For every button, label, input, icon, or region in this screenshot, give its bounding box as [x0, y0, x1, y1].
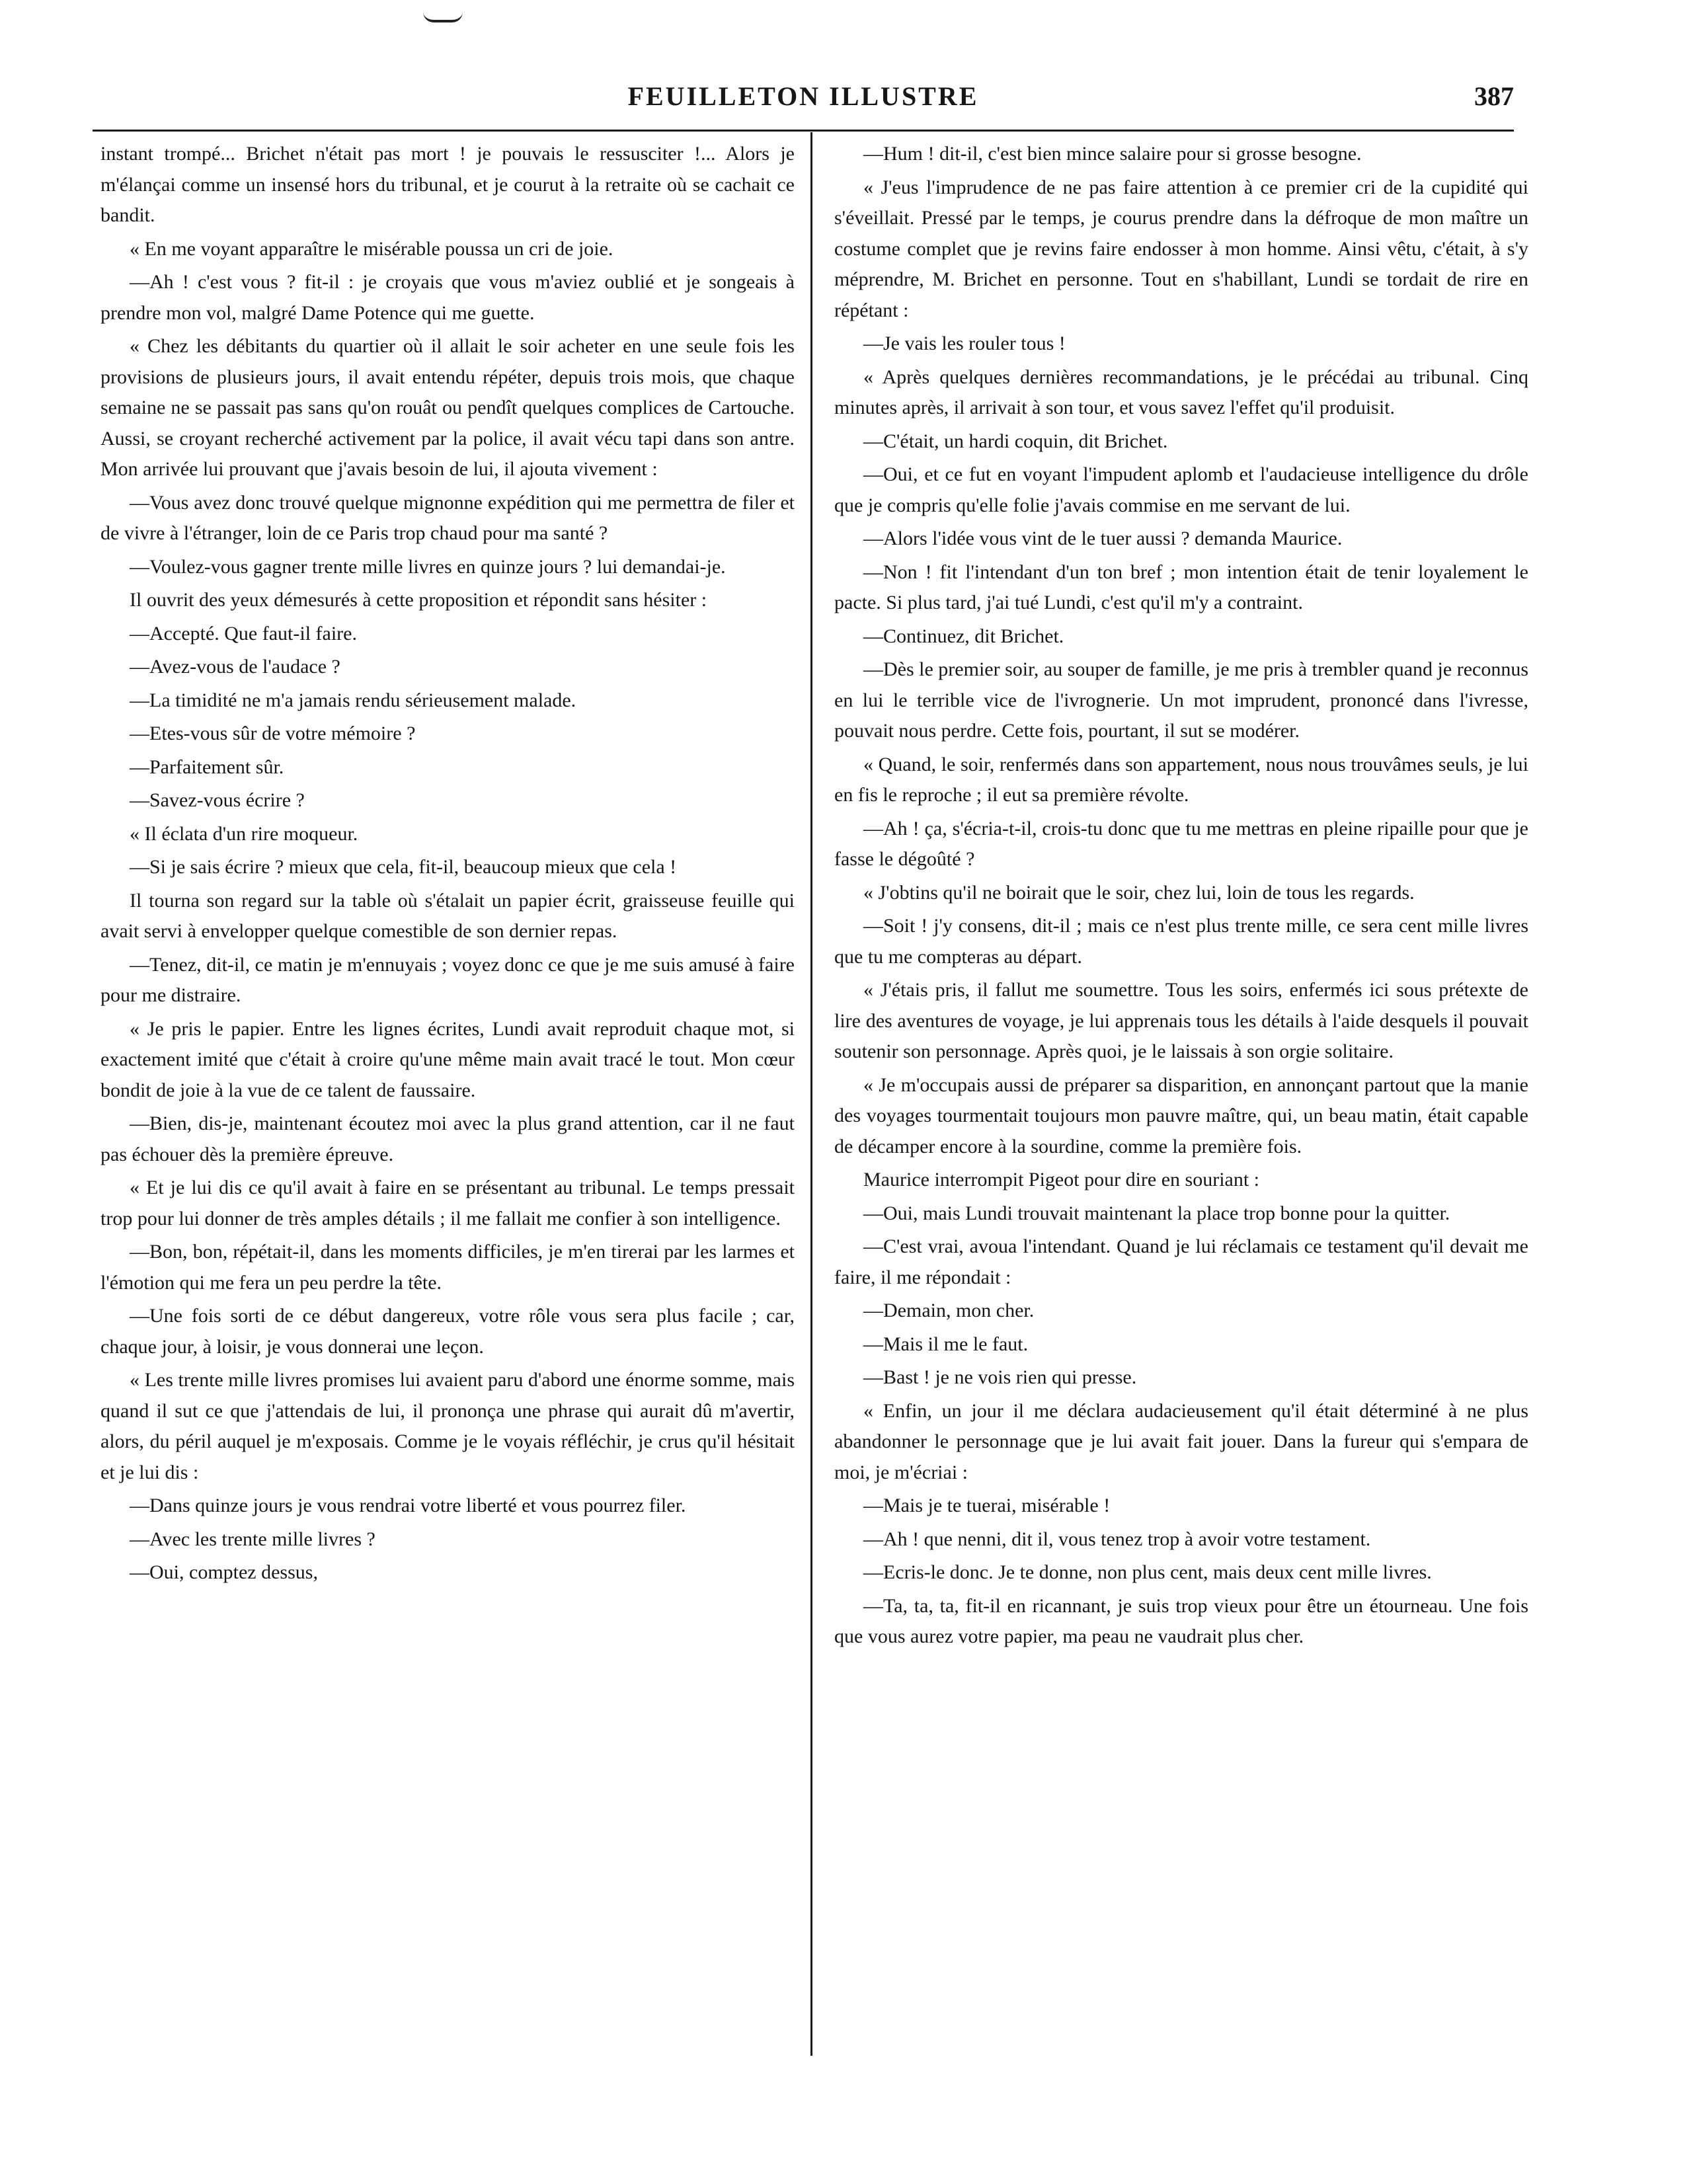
paragraph: —La timidité ne m'a jamais rendu sérieusement malade. [130, 689, 576, 711]
paragraph: —Bien, dis-je, maintenant écoutez moi avec la plus grand attention, car il ne faut pas échouer dès la première épreuve. [100, 1112, 795, 1165]
paragraph: —Demain, mon cher. [863, 1300, 1035, 1321]
paragraph: —Oui, mais Lundi trouvait maintenant la place trop bonne pour la quitter. [863, 1202, 1450, 1224]
paragraph: —Hum ! dit-il, c'est bien mince salaire pour si grosse besogne. [863, 143, 1362, 165]
paragraph: « Et je lui dis ce qu'il avait à faire en se présentant au tribunal. Le temps pressait trop pour lui donner de très amples détails ; il me fallait me confier à son intelligence. [100, 1177, 795, 1229]
page-number: 387 [1474, 81, 1514, 111]
right-column [834, 139, 1528, 1655]
paragraph: —Bast ! je ne vois rien qui presse. [863, 1366, 1137, 1388]
paragraph: « J'étais pris, il fallut me soumettre. Tous les soirs, enfermés ici sous prétexte de lire des aventures de voyage, je lui apprenais tous les détails à l'aide desquels il pouvait soutenir son personnage. Après quoi, je le laissais à son orgie solitaire. [834, 979, 1528, 1062]
paragraph: —Savez-vous écrire ? [130, 789, 305, 811]
paragraph: —Une fois sorti de ce début dangereux, votre rôle vous sera plus facile ; car, chaque jour, à loisir, je vous donnerai une leçon. [100, 1305, 795, 1358]
paragraph: —Mais je te tuerai, misérable ! [863, 1495, 1111, 1516]
paragraph: —Je vais les rouler tous ! [863, 332, 1066, 354]
paragraph: « Quand, le soir, renfermés dans son appartement, nous nous trouvâmes seuls, je lui en fis le reproche ; il eut sa première révolte. [834, 753, 1528, 806]
paragraph: Il ouvrit des yeux démesurés à cette proposition et répondit sans hésiter : [130, 589, 707, 611]
paragraph: « Il éclata d'un rire moqueur. [130, 822, 358, 845]
paragraph: —Ecris-le donc. Je te donne, non plus cent, mais deux cent mille livres. [863, 1561, 1432, 1583]
paragraph: —C'est vrai, avoua l'intendant. Quand je lui réclamais ce testament qu'il devait me faire, il me répondait : [834, 1235, 1528, 1288]
page-mark-ornament [423, 12, 463, 22]
paragraph: —Vous avez donc trouvé quelque mignonne expédition qui me permettra de filer et de vivre à l'étranger, loin de ce Paris trop chaud pour ma santé ? [100, 491, 795, 544]
paragraph: Maurice interrompit Pigeot pour dire en souriant : [863, 1169, 1260, 1190]
paragraph: —Bon, bon, répétait-il, dans les moments difficiles, je m'en tirerai par les larmes et l'émotion qui me fera un peu perdre la tête. [100, 1241, 795, 1294]
paragraph: —Accepté. Que faut-il faire. [130, 622, 357, 644]
paragraph: « Enfin, un jour il me déclara audacieusement qu'il était déterminé à ne plus abandonner le personnage que je lui avait fait jouer. Dans la fureur qui s'empara de moi, je m'écriai : [834, 1399, 1528, 1483]
paragraph: —Dès le premier soir, au souper de famille, je me pris à trembler quand je reconnus en lui le terrible vice de l'ivrognerie. Un mot imprudent, prononcé dans l'ivresse, pouvait nous perdre. Cette fois, pourtant, il sut se modérer. [834, 658, 1528, 742]
paragraph: « Les trente mille livres promises lui avaient paru d'abord une énorme somme, mais quand il sut ce que j'attendais de lui, il prononça une phrase qui aurait dû m'avertir, alors, du péril auquel je m'exposais. Comme je le voyais réfléchir, je crus qu'il hésitait et je lui dis : [100, 1369, 795, 1483]
paragraph: —Oui, comptez dessus, [130, 1561, 318, 1583]
page-header [93, 74, 1514, 120]
paragraph: —Etes-vous sûr de votre mémoire ? [130, 722, 416, 744]
paragraph: —Non ! fit l'intendant d'un ton bref ; mon intention était de tenir loyalement le pacte. Si plus tard, j'ai tué Lundi, c'est qu'il m'y a contraint. [834, 561, 1528, 613]
paragraph: « J'eus l'imprudence de ne pas faire attention à ce premier cri de la cupidité qui s'éveillait. Pressé par le temps, je courus prendre dans la défroque de mon maître un costume complet que je revins faire endosser à mon homme. Ainsi vêtu, c'était, à s'y méprendre, M. Brichet en personne. Tout en s'habillant, Lundi se tordait de rire en répétant : [834, 176, 1528, 321]
paragraph: —Ah ! ça, s'écria-t-il, crois-tu donc que tu me mettras en pleine ripaille pour que je fasse le dégoûté ? [834, 817, 1528, 870]
paragraph: —Parfaitement sûr. [130, 756, 284, 778]
paragraph: —Ta, ta, ta, fit-il en ricannant, je suis trop vieux pour être un étourneau. Une fois que vous aurez votre papier, ma peau ne vaudrait plus cher. [834, 1594, 1528, 1647]
paragraph: —Mais il me le faut. [863, 1333, 1029, 1355]
header-rule [93, 130, 1514, 132]
paragraph: —Tenez, dit-il, ce matin je m'ennuyais ; voyez donc ce que je me suis amusé à faire pour me distraire. [100, 953, 795, 1006]
paragraph: « Je m'occupais aussi de préparer sa disparition, en annonçant partout que la manie des voyages tourmentait toujours mon pauvre maître, qui, un beau matin, était capable de décamper encore à la sourdine, comme la première fois. [834, 1073, 1528, 1157]
paragraph: Il tourna son regard sur la table où s'étalait un papier écrit, graisseuse feuille qui avait servi à envelopper quelque comestible de son dernier repas. [100, 889, 795, 942]
paragraph: « J'obtins qu'il ne boirait que le soir, chez lui, loin de tous les regards. [863, 881, 1415, 904]
column-divider [810, 132, 812, 2056]
paragraph: —Ah ! c'est vous ? fit-il : je croyais que vous m'aviez oublié et je songeais à prendre mon vol, malgré Dame Potence qui me guette. [100, 271, 795, 324]
running-title: FEUILLETON ILLUSTRE [627, 81, 979, 111]
paragraph: « Je pris le papier. Entre les lignes écrites, Lundi avait reproduit chaque mot, si exactement imité que c'était à croire qu'une même main avait tracé le tout. Mon cœur bondit de joie à la vue de ce talent de faussaire. [100, 1017, 795, 1101]
paragraph: —Continuez, dit Brichet. [863, 625, 1064, 647]
paragraph: —Alors l'idée vous vint de le tuer aussi ? demanda Maurice. [863, 527, 1343, 549]
paragraph: —Avez-vous de l'audace ? [130, 656, 340, 678]
paragraph: —Soit ! j'y consens, dit-il ; mais ce n'est plus trente mille, ce sera cent mille livres que tu me compteras au départ. [834, 915, 1528, 968]
paragraph: —Si je sais écrire ? mieux que cela, fit-il, beaucoup mieux que cela ! [130, 856, 677, 878]
paragraph: —Voulez-vous gagner trente mille livres en quinze jours ? lui demandai-je. [130, 555, 726, 578]
paragraph: « Chez les débitants du quartier où il allait le soir acheter en une seule fois les provisions de plusieurs jours, il avait entendu répéter, depuis trois mois, que chaque semaine ne se passait pas sans qu'on rouât ou pendît quelques complices de Cartouche. Aussi, se croyant recherché activement par la police, il avait vécu tapi dans son antre. Mon arrivée lui prouvant que j'avais besoin de lui, il ajouta vivement : [100, 335, 795, 480]
left-column [100, 139, 795, 1591]
paragraph: —Avec les trente mille livres ? [130, 1528, 375, 1550]
paragraph: —Oui, et ce fut en voyant l'impudent aplomb et l'audacieuse intelligence du drôle que je compris qu'elle folie j'avais commise en me servant de lui. [834, 463, 1528, 516]
paragraph: —Dans quinze jours je vous rendrai votre liberté et vous pourrez filer. [130, 1495, 686, 1516]
paragraph: « En me voyant apparaître le misérable poussa un cri de joie. [130, 237, 613, 260]
paragraph: —C'était, un hardi coquin, dit Brichet. [863, 430, 1168, 452]
paragraph: —Ah ! que nenni, dit il, vous tenez trop à avoir votre testament. [863, 1528, 1371, 1550]
paragraph: instant trompé... Brichet n'était pas mort ! je pouvais le ressusciter !... Alors je m'élançai comme un insensé hors du tribunal, et je courut à la retraite où se cachait ce bandit. [100, 143, 795, 226]
paragraph: « Après quelques dernières recommandations, je le précédai au tribunal. Cinq minutes après, il arrivait à son tour, et vous savez l'effet qu'il produisit. [834, 366, 1528, 418]
